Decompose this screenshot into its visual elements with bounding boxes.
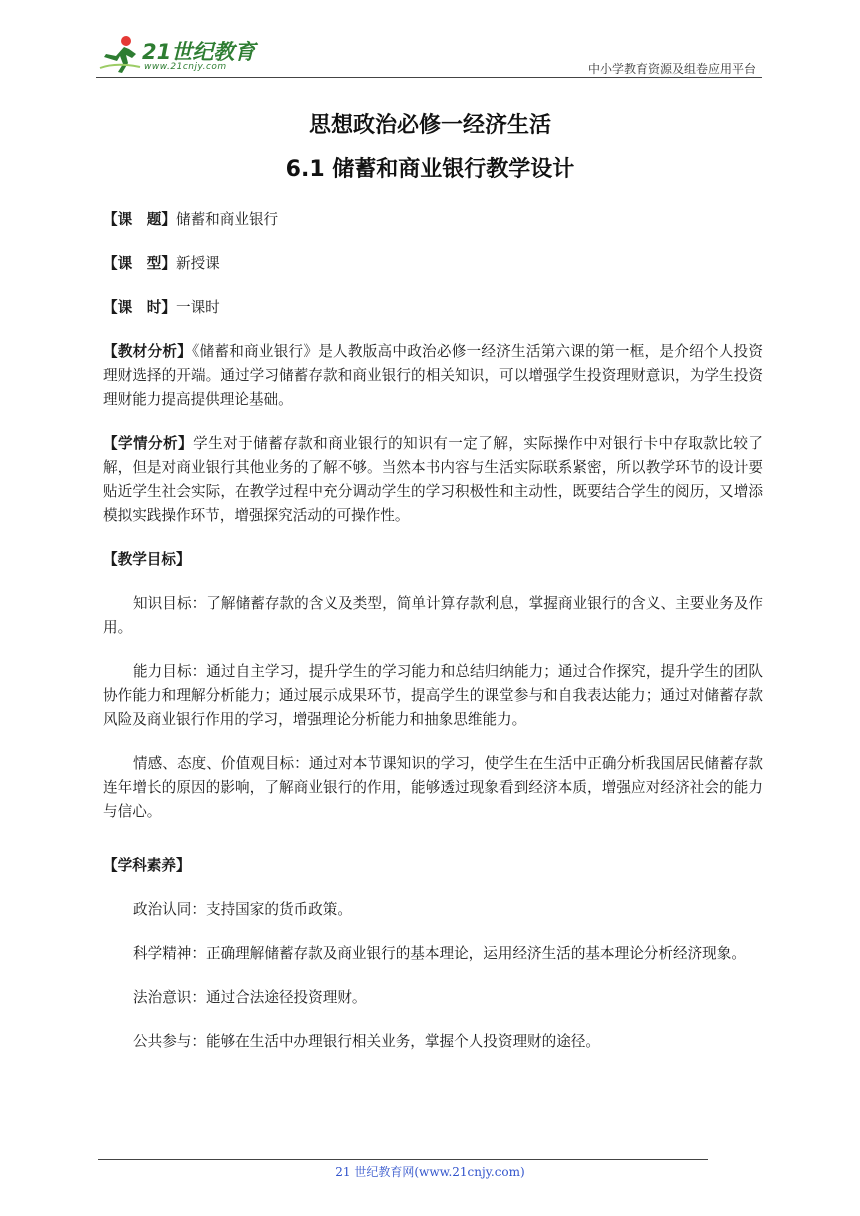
student-analysis bbox=[103, 432, 763, 528]
students-label: 【学情分析】 bbox=[103, 435, 194, 452]
runner-icon bbox=[96, 34, 142, 74]
goal-knowledge: 知识目标：了解储蓄存款的含义及类型，简单计算存款利息，掌握商业银行的含义、主要业务及作用。 bbox=[103, 595, 763, 636]
literacy-label: 【学科素养】 bbox=[103, 857, 191, 874]
material-analysis bbox=[103, 340, 763, 412]
goal-emotion: 情感、态度、价值观目标：通过对本节课知识的学习，使学生在生活中正确分析我国居民储蓄存款连年增长的原因的影响，了解商业银行的作用，能够透过现象看到经济本质，增强应对经济社会的能力与信心。 bbox=[103, 755, 763, 820]
students-text: 学生对于储蓄存款和商业银行的知识有一定了解，实际操作中对银行卡中存取款比较了解，但是对商业银行其他业务的了解不够。当然本书内容与生活实际联系紧密，所以教学环节的设计要贴近学生社会实际，在教学过程中充分调动学生的学习积极性和主动性，既要结合学生的阅历，又增添模拟实践操作环节，增强探究活动的可操作性。 bbox=[103, 435, 763, 524]
document-subtitle: 6.1 储蓄和商业银行教学设计 bbox=[285, 157, 575, 182]
material-text: 《储蓄和商业银行》是人教版高中政治必修一经济生活第六课的第一框，是介绍个人投资理财选择的开端。通过学习储蓄存款和商业银行的相关知识，可以增强学生投资理财意识，为学生投资理财能力提高提供理论基础。 bbox=[103, 343, 763, 408]
document-title: 思想政治必修一经济生活 bbox=[308, 113, 551, 138]
logo-text: 21世纪教育 bbox=[142, 40, 256, 64]
type-label: 【课 型】 bbox=[103, 255, 176, 272]
platform-name: 中小学教育资源及组卷应用平台 bbox=[587, 62, 756, 76]
footer-divider bbox=[98, 1159, 708, 1160]
type-value: 新授课 bbox=[175, 255, 220, 272]
literacy-political: 政治认同：支持国家的货币政策。 bbox=[133, 901, 352, 918]
material-label: 【教材分析】 bbox=[103, 343, 193, 360]
site-logo[interactable] bbox=[96, 34, 266, 76]
topic-label: 【课 题】 bbox=[103, 211, 176, 228]
period-row bbox=[103, 296, 763, 320]
page-header bbox=[96, 30, 762, 80]
topic-value: 储蓄和商业银行 bbox=[175, 211, 279, 228]
period-label: 【课 时】 bbox=[103, 299, 176, 316]
document-body bbox=[103, 208, 763, 1074]
literacy-public: 公共参与：能够在生活中办理银行相关业务，掌握个人投资理财的途径。 bbox=[133, 1033, 601, 1050]
type-row bbox=[103, 252, 763, 276]
goals-label: 【教学目标】 bbox=[103, 551, 191, 568]
literacy-law: 法治意识：通过合法途径投资理财。 bbox=[133, 989, 367, 1006]
footer-link[interactable]: 21 世纪教育网(www.21cnjy.com) bbox=[335, 1165, 525, 1179]
logo-url: www.21cnjy.com bbox=[144, 62, 227, 72]
header-divider bbox=[96, 77, 762, 78]
goals-heading bbox=[103, 548, 763, 572]
literacy-heading bbox=[103, 854, 763, 878]
period-value: 一课时 bbox=[175, 299, 220, 316]
topic-row bbox=[103, 208, 763, 232]
literacy-science: 科学精神：正确理解储蓄存款及商业银行的基本理论，运用经济生活的基本理论分析经济现象。 bbox=[133, 945, 746, 962]
goal-ability: 能力目标：通过自主学习，提升学生的学习能力和总结归纳能力；通过合作探究，提升学生的团队协作能力和理解分析能力；通过展示成果环节，提高学生的课堂参与和自我表达能力；通过对储蓄存款风险及商业银行作用的学习，增强理论分析能力和抽象思维能力。 bbox=[103, 663, 763, 728]
